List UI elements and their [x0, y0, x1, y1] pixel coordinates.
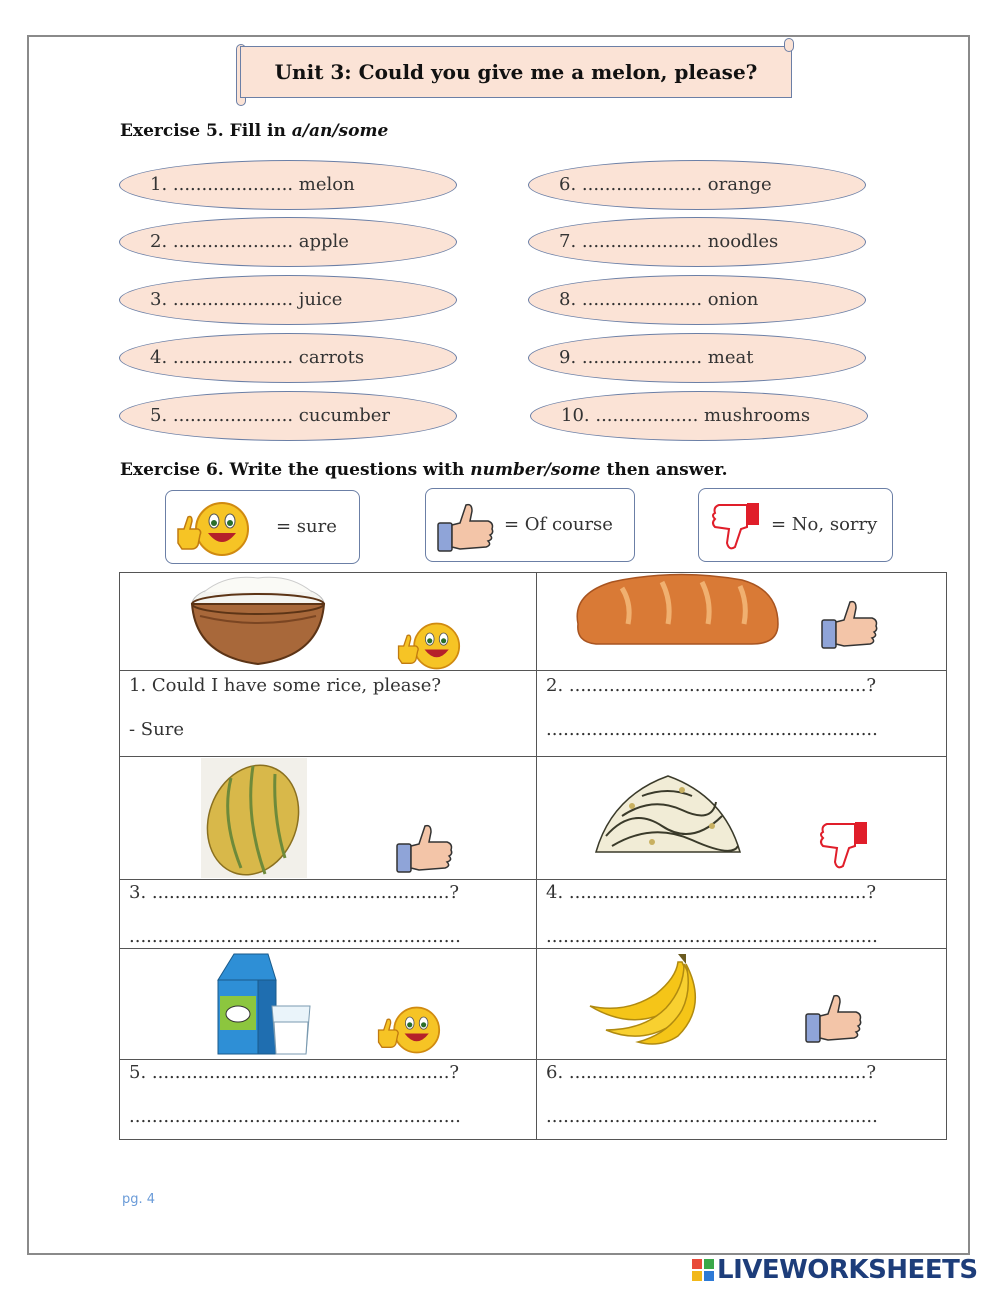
- exercise-6-heading-suffix: then answer.: [600, 460, 728, 480]
- liveworksheets-logo-icon: [692, 1259, 714, 1281]
- legend-no-sorry-text: = No, sorry: [771, 514, 878, 535]
- legend-of-course: [425, 488, 635, 562]
- thumbs-up-icon: [436, 499, 496, 555]
- fill-item-7[interactable]: 7. ..................... noodles: [528, 217, 866, 267]
- exercise-5-heading-prefix: Exercise 5. Fill in: [120, 121, 292, 141]
- page-number: pg. 4: [122, 1192, 156, 1207]
- fill-item-8[interactable]: 8. ..................... onion: [528, 275, 866, 325]
- question-4[interactable]: 4. ....................................................?: [546, 882, 877, 903]
- fill-item-5[interactable]: 5. ..................... cucumber: [119, 391, 457, 441]
- thumbs-down-icon: [815, 818, 871, 874]
- answer-1: - Sure: [129, 719, 184, 740]
- table-divider: [119, 670, 947, 671]
- fill-item-6[interactable]: 6. ..................... orange: [528, 160, 866, 210]
- brand-name: LIVEWORKSHEETS: [717, 1255, 978, 1285]
- exercise-5-heading-emphasis: a/an/some: [291, 121, 389, 141]
- question-5[interactable]: 5. ....................................................?: [129, 1062, 460, 1083]
- thumbs-up-icon: [804, 990, 864, 1046]
- exercise-5-heading: [120, 121, 388, 141]
- answer-6[interactable]: ..........................................................: [546, 1106, 878, 1127]
- fill-item-3[interactable]: 3. ..................... juice: [119, 275, 457, 325]
- question-2[interactable]: 2. ....................................................?: [546, 675, 877, 696]
- legend-sure-text: = sure: [276, 516, 337, 537]
- question-6[interactable]: 6. ....................................................?: [546, 1062, 877, 1083]
- exercise-6-heading-emphasis: number/some: [470, 460, 601, 480]
- page-title: Unit 3: Could you give me a melon, please?: [274, 60, 758, 84]
- brand-logo[interactable]: [692, 1254, 978, 1286]
- banana-icon: [586, 950, 708, 1046]
- fill-item-9[interactable]: 9. ..................... meat: [528, 333, 866, 383]
- noodles-icon: [592, 766, 744, 862]
- question-1: 1. Could I have some rice, please?: [129, 675, 442, 696]
- fill-item-1[interactable]: 1. ..................... melon: [119, 160, 457, 210]
- legend-no-sorry: [698, 488, 893, 562]
- smiley-thumbs-up-icon: [172, 499, 252, 559]
- answer-5[interactable]: ..........................................................: [129, 1106, 461, 1127]
- melon-icon: [201, 758, 307, 878]
- exercise-6-heading-prefix: Exercise 6. Write the questions with: [120, 460, 471, 480]
- smiley-thumbs-up-icon: [388, 620, 468, 672]
- fill-item-4[interactable]: 4. ..................... carrots: [119, 333, 457, 383]
- answer-2[interactable]: ..........................................................: [546, 719, 878, 740]
- answer-4[interactable]: ..........................................................: [546, 926, 878, 947]
- legend-of-course-text: = Of course: [504, 514, 613, 535]
- table-divider: [119, 756, 947, 757]
- table-divider: [536, 572, 537, 1140]
- legend-sure: [165, 490, 360, 564]
- answer-3[interactable]: ..........................................................: [129, 926, 461, 947]
- bread-icon: [572, 574, 780, 646]
- fill-item-10[interactable]: 10. .................. mushrooms: [530, 391, 868, 441]
- exercise-6-heading: [120, 460, 728, 480]
- milk-icon: [214, 950, 316, 1058]
- thumbs-up-icon: [395, 820, 455, 876]
- thumbs-up-icon: [820, 596, 880, 652]
- table-divider: [119, 948, 947, 949]
- fill-item-2[interactable]: 2. ..................... apple: [119, 217, 457, 267]
- thumbs-down-icon: [707, 499, 763, 555]
- table-divider: [119, 1059, 947, 1060]
- table-divider: [119, 879, 947, 880]
- smiley-thumbs-up-icon: [368, 1004, 448, 1056]
- question-3[interactable]: 3. ....................................................?: [129, 882, 460, 903]
- rice-bowl-icon: [186, 574, 330, 670]
